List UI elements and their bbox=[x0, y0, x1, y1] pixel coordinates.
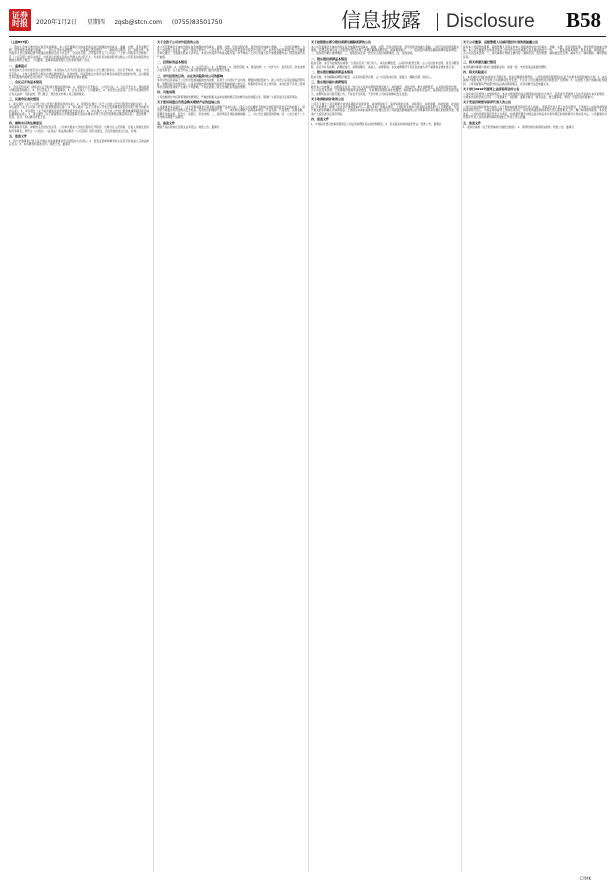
column-divider bbox=[153, 40, 154, 872]
announcement-heading: 四、备查文件 bbox=[311, 117, 330, 122]
announcement-heading: 关于控股股东部分股份质押及解除质押的公告 bbox=[311, 40, 372, 44]
announcement-block bbox=[157, 75, 305, 90]
contact-email: zqsb@stcn.com bbox=[114, 19, 162, 26]
announcement-heading: 关于公司董事、高级管理人员减持股份计划的预披露公告 bbox=[463, 40, 539, 44]
announcement-block bbox=[311, 98, 459, 116]
announcement-body: 1、会议召开时间：现场会议召开时间及网络投票时间。2、现场会议召开地点：公司会议室。3、会议召开方式：现场投票与网络投票相结合。4、会议召集人：公司董事会。5、会议主持人：公司董事长。6、本次会议的召集、召开与表决程序符合有关法律、行政法规、部门规章、规范性文件和公司章程的规定。 bbox=[9, 86, 149, 96]
announcement-body: 1、本次减持计划的实施存在不确定性，股东将根据市场情况、公司股价情况等情形决定是否实施本次股份减持计划；2、本次减持计划的实施不会导致公司控制权发生变更，不会对公司治理结构及持续经营产生影响；3、在按照上述计划减持股份期间，公司将督促其严格遵守相关法律法规的规定，并及时履行信息披露义务。 bbox=[463, 75, 607, 86]
announcement-body: 公司及下属子公司近期累计收到各项政府补助资金，具体情况如下：获得补助的主体、补助项目、补助金额、补助依据、收到时间、补助类型。根据《企业会计准则第16号——政府补助》的相关规定，上述政府补助中与收益相关的补助计入当期损益，与资产相关的补助确认为递延收益。上述政府补助的具体会计处理以及对公司损益的影响最终以会计师事务所审计确认的结果为准，敬请广大投资者注意投资风险。 bbox=[311, 102, 459, 116]
announcement-heading: 一、重要提示 bbox=[9, 63, 28, 68]
announcement-heading: 二、投资标的基本情况 bbox=[157, 60, 188, 65]
announcement-block bbox=[311, 41, 459, 56]
announcement-heading: 二、会议召开的基本情况 bbox=[9, 80, 43, 85]
announcement-block bbox=[9, 65, 149, 80]
announcement-block bbox=[157, 41, 305, 59]
announcement-heading: 一、股东股份质押基本情况 bbox=[311, 56, 348, 61]
announcement-heading: 五、备查文件 bbox=[463, 120, 482, 125]
newspaper-logo: 证券时报 bbox=[9, 9, 31, 31]
announcement-body: 截至本公告披露日，控股股东及其一致行动人所持质押股份情况如下：持股数量、持股比例、累计质押数量、占其所持股份比例、占公司总股本比例、已质押股份限售和冻结数量、未质押股份限售和冻结数量。控股股东资信状况良好，具备相应的资金偿还能力，质押风险在可控范围之内，不存在平仓风险，不会导致公司实际控制权发生变更。 bbox=[311, 85, 459, 96]
announcement-body: 股东名称、本次解除质押股份数量、占其所持股份比例、占公司总股本比例、起始日、解除日期、质权人。 bbox=[311, 75, 433, 79]
section-divider bbox=[437, 13, 438, 31]
text-column-1 bbox=[9, 40, 149, 872]
announcement-block bbox=[311, 58, 459, 69]
column-divider bbox=[308, 40, 309, 872]
announcement-heading: 五、备查文件 bbox=[157, 120, 176, 125]
announcement-heading: 三、议案审议表决情况 bbox=[9, 97, 40, 102]
announcement-body: 股东名称、是否为控股股东或第一大股东及其一致行动人、本次质押数量、占其所持股份比例、占公司总股本比例、是否为限售股、是否为补充质押、质押起始日、质押到期日、质权人、质押用途。本次质押股份不涉及负担重大资产重组等业绩补偿义务。 bbox=[311, 62, 459, 69]
announcement-body: 本次对外投资是基于公司长远发展战略做出的决策，有利于公司优化产业布局，增强持续经营能力。新公司设立后可能面临经营风险、管理风险及市场风险，公司将加强内部控制和风险防范机制的建立和运行，积极防范和应对上述风险。本次投资不会对公司财务状况和经营成果产生重大不利影响，不存在损害公司及全体股东利益的情形。 bbox=[157, 79, 305, 90]
announcement-heading: 关于举行2019年度网上业绩说明会的公告 bbox=[463, 87, 520, 92]
issue-date: 2020年1月2日 bbox=[36, 19, 77, 26]
announcement-heading: 关于全资子公司对外投资的公告 bbox=[157, 40, 200, 44]
announcement-body: 本公司及董事会全体成员保证信息披露的内容真实、准确、完整，没有虚假记载、误导性陈述或重大遗漏。一、对外投资概述：为进一步拓展公司业务，提升公司综合竞争力，公司全资子公司拟以自有资金对外投资设立新公司。本次对外投资事项已经公司董事会审议通过，无需提交股东大会审议。本次对外投资不构成关联交易，亦不构成《上市公司重大资产重组管理办法》规定的重大资产重组。 bbox=[157, 45, 305, 59]
section-title-en: Disclosure bbox=[446, 11, 535, 32]
announcement-body: 本公司及董事会全体成员保证信息披露的内容真实、准确、完整，没有虚假记载、误导性陈述或重大遗漏。公司近日接到控股股东通知，获悉其所持有本公司的部分股份办理了质押及解除质押手续，具体事项如下：一、股东股份质押及解除质押的基本情况；二、股东股份累计质押情况；三、控股股东及其一致行动人股份质押情况；四、其他说明。 bbox=[311, 45, 459, 56]
column-divider bbox=[461, 40, 462, 872]
announcement-block bbox=[311, 118, 459, 126]
announcement-block bbox=[311, 81, 459, 96]
announcement-block bbox=[463, 101, 607, 119]
page-number: B58 bbox=[566, 8, 602, 32]
announcement-block bbox=[463, 71, 607, 86]
announcement-block bbox=[157, 101, 305, 119]
announcement-body: 二、股东大会审议通过的议案及其他事项。本公司及董事会全体成员保证信息披露的内容真实、准确、完整，没有虚假记载、误导性陈述或重大遗漏。一、会议召开和出席情况；二、议案审议表决情况；三、律师见证情况；四、备查文件。本次股东大会以现场投票与网络投票相结合的方式召开，会议的召集、召开程序符合《公司法》、《上市公司股东大会规则》及《公司章程》的有关规定。出席会议的股东及股东代理人共计若干人，代表有表决权的股份总数占公司有表决权股份总数的比例符合规定。公司董事、监事和高级管理人员出席或列席了会议。 bbox=[9, 45, 149, 63]
announcement-body: 公司近日收到保荐机构出具的《关于更换持续督导保荐代表人的函》，原保荐代表人因工作变动原因，不再担任公司持续督导期间的保荐代表人。为保证持续督导工作的有序进行，保荐机构委派新的保荐代表人接替相关工作，履行持续督导职责。本次变更后，公司持续督导保荐代表人为两名，持续督导期至中国证监会和证券交易所规定的持续督导义务结束为止。公司董事会对原保荐代表人在持续督导期间所做的工作表示衷心感谢。 bbox=[463, 106, 607, 120]
announcement-block bbox=[157, 61, 305, 72]
announcement-body: 公司将根据对外投资事项的进展情况，严格按照相关法律法规的规定及时履行信息披露义务，敬请广大投资者注意投资风险。 bbox=[157, 96, 300, 100]
text-column-2 bbox=[157, 40, 305, 872]
announcement-heading: 二、股东股份解除质押基本情况 bbox=[311, 70, 354, 75]
header-rule bbox=[9, 36, 606, 37]
announcement-body: 本次拟减持事项与此前已披露的意向、承诺一致，未出现违反承诺的情形。 bbox=[463, 65, 549, 69]
announcement-block bbox=[9, 135, 149, 146]
announcement-heading: 四、相关风险提示 bbox=[463, 70, 488, 75]
announcement-heading: 关于使用闲置自有资金购买理财产品的进展公告 bbox=[157, 100, 221, 105]
announcement-heading: 四、律师出具的法律意见 bbox=[9, 120, 43, 125]
announcement-body: 持有本公司股份的董事、高级管理人员保证向本公司提供的信息内容真实、准确、完整，没有虚假记载、误导性陈述或重大遗漏。本公司及董事会全体成员保证公告内容与信息披露义务人提供的信息一致。一、股东的基本情况：股东名称、持股数量、占公司总股本比例。二、本次减持计划的主要内容：减持原因、股份来源、减持数量及比例、减持方式、减持期间、减持价格区间。 bbox=[463, 45, 607, 59]
announcement-block bbox=[463, 88, 607, 99]
announcement-heading: 关于收到政府补助的公告 bbox=[311, 97, 345, 102]
announcement-heading: （上接B57版） bbox=[9, 40, 31, 44]
announcement-body: 律师事务所名称、律师姓名及结论性意见：公司本次股东大会的召集和召开程序、出席会议人员资格、召集人资格及表决程序等事宜，均符合《公司法》、《证券法》等法律法规及《公司章程》的有关规定，会议形成的决议合法、有效。 bbox=[9, 126, 149, 133]
announcement-heading: 三、相关承诺及履行情况 bbox=[463, 60, 497, 65]
announcement-block bbox=[311, 71, 459, 79]
announcement-body: 1、中国证券登记结算有限责任公司证券质押及司法冻结明细表；2、有关政府补助的收款凭证。特此公告。董事会 bbox=[311, 122, 442, 126]
announcement-block bbox=[463, 61, 607, 69]
section-title-cn: 信息披露 bbox=[341, 8, 421, 32]
masthead bbox=[0, 0, 615, 37]
issue-weekday: 星期四 bbox=[86, 19, 105, 26]
announcement-body: 1、经与会董事和记录人签字确认并加盖董事会印章的股东大会决议；2、经见证的律师事务所主任签字并加盖公章的法律意见书；3、本所要求的其他文件。特此公告。董事会 bbox=[9, 139, 149, 147]
announcement-body: 本次股东大会未出现否决议案的情形；本次股东大会不涉及变更以往股东大会已通过的决议。会议召开时间、地点、方式及召集人、主持人等均符合相关法律法规的规定。表决结果：同意股数占出席会议有效表决权股份总数的比例，反对股数及弃权股数均按规定进行统计。中小投资者表决情况单独计票并披露。 bbox=[9, 69, 149, 80]
announcement-body: 理财产品认购协议及相关业务凭证。特此公告。董事会 bbox=[157, 126, 220, 130]
contact-phone: (0755)83501750 bbox=[171, 19, 223, 26]
announcement-body: 公司将举行年度网上业绩说明会，本次业绩说明会将采用网络远程的方式举行，投资者可登录网上互动平台参与本次说明会。出席本次说明会的人员有：公司董事长、总经理、董事会秘书、财务总监、独立董事等。欢迎广大投资者积极参与。 bbox=[463, 92, 607, 100]
announcement-block bbox=[9, 98, 149, 120]
announcement-body: 1、公司名称；2、注册资本；3、法定代表人；4、注册地址；5、经营范围；6、股权结构；7、出资方式：货币出资，资金来源为自有资金。以上信息均以工商行政管理部门最终核准登记为准。 bbox=[157, 65, 305, 73]
announcement-block bbox=[463, 41, 607, 59]
announcement-block bbox=[9, 81, 149, 96]
announcement-heading: 五、备查文件 bbox=[9, 134, 28, 139]
announcement-body: 1、股东出具的《关于股份减持计划的告知函》；2、保荐机构出具的相关函件。特此公告。董事会 bbox=[463, 126, 574, 130]
announcement-heading: 三、股东股份累计质押情况 bbox=[311, 80, 348, 85]
announcement-block bbox=[9, 41, 149, 63]
announcement-heading: 三、对外投资的目的、存在的风险和对公司的影响 bbox=[157, 73, 224, 78]
announcement-heading: 关于变更持续督导保荐代表人的公告 bbox=[463, 100, 512, 105]
announcement-block bbox=[157, 122, 305, 130]
announcement-block bbox=[157, 91, 305, 99]
announcement-heading: 四、其他说明 bbox=[157, 90, 176, 95]
print-mark: CYMK bbox=[580, 876, 592, 881]
text-column-4 bbox=[463, 40, 607, 872]
dateline bbox=[36, 17, 230, 26]
announcement-block bbox=[9, 122, 149, 133]
announcement-block bbox=[463, 122, 607, 130]
announcement-body: 1、审议通过《关于公司符合非公开发行股票条件的议案》；2、逐项审议通过《关于公司非公开发行股票方案的议案》；3、审议通过《关于公司非公开发行股票预案的议案》；4、审议通过《关于公司非公开发行股票募集资金使用可行性分析报告的议案》；5、审议通过《关于前次募集资金使用情况报告的议案》；6、审议通过《关于非公开发行股票摊薄即期回报及填补措施的议案》；7、审议通过《关于提请股东大会授权董事会全权办理本次非公开发行股票相关事宜的议案》。表决结果：同意、反对、弃权情况详见上表。 bbox=[9, 102, 149, 120]
announcement-body: 公司董事会审议通过了《关于使用闲置自有资金购买理财产品的议案》，同意公司在确保不影响正常经营和资金安全的前提下，使用部分闲置自有资金购买安全性高、流动性好的理财产品。一、本次购买理财产品的基本情况：产品名称、产品类型、认购金额、预期年化收益率、起息日、到期日、资金来源。二、投资风险及风险控制措施。三、对公司日常经营的影响。四、公告日前十二个月内购买理财产品情况。 bbox=[157, 106, 305, 120]
text-column-3 bbox=[311, 40, 459, 872]
